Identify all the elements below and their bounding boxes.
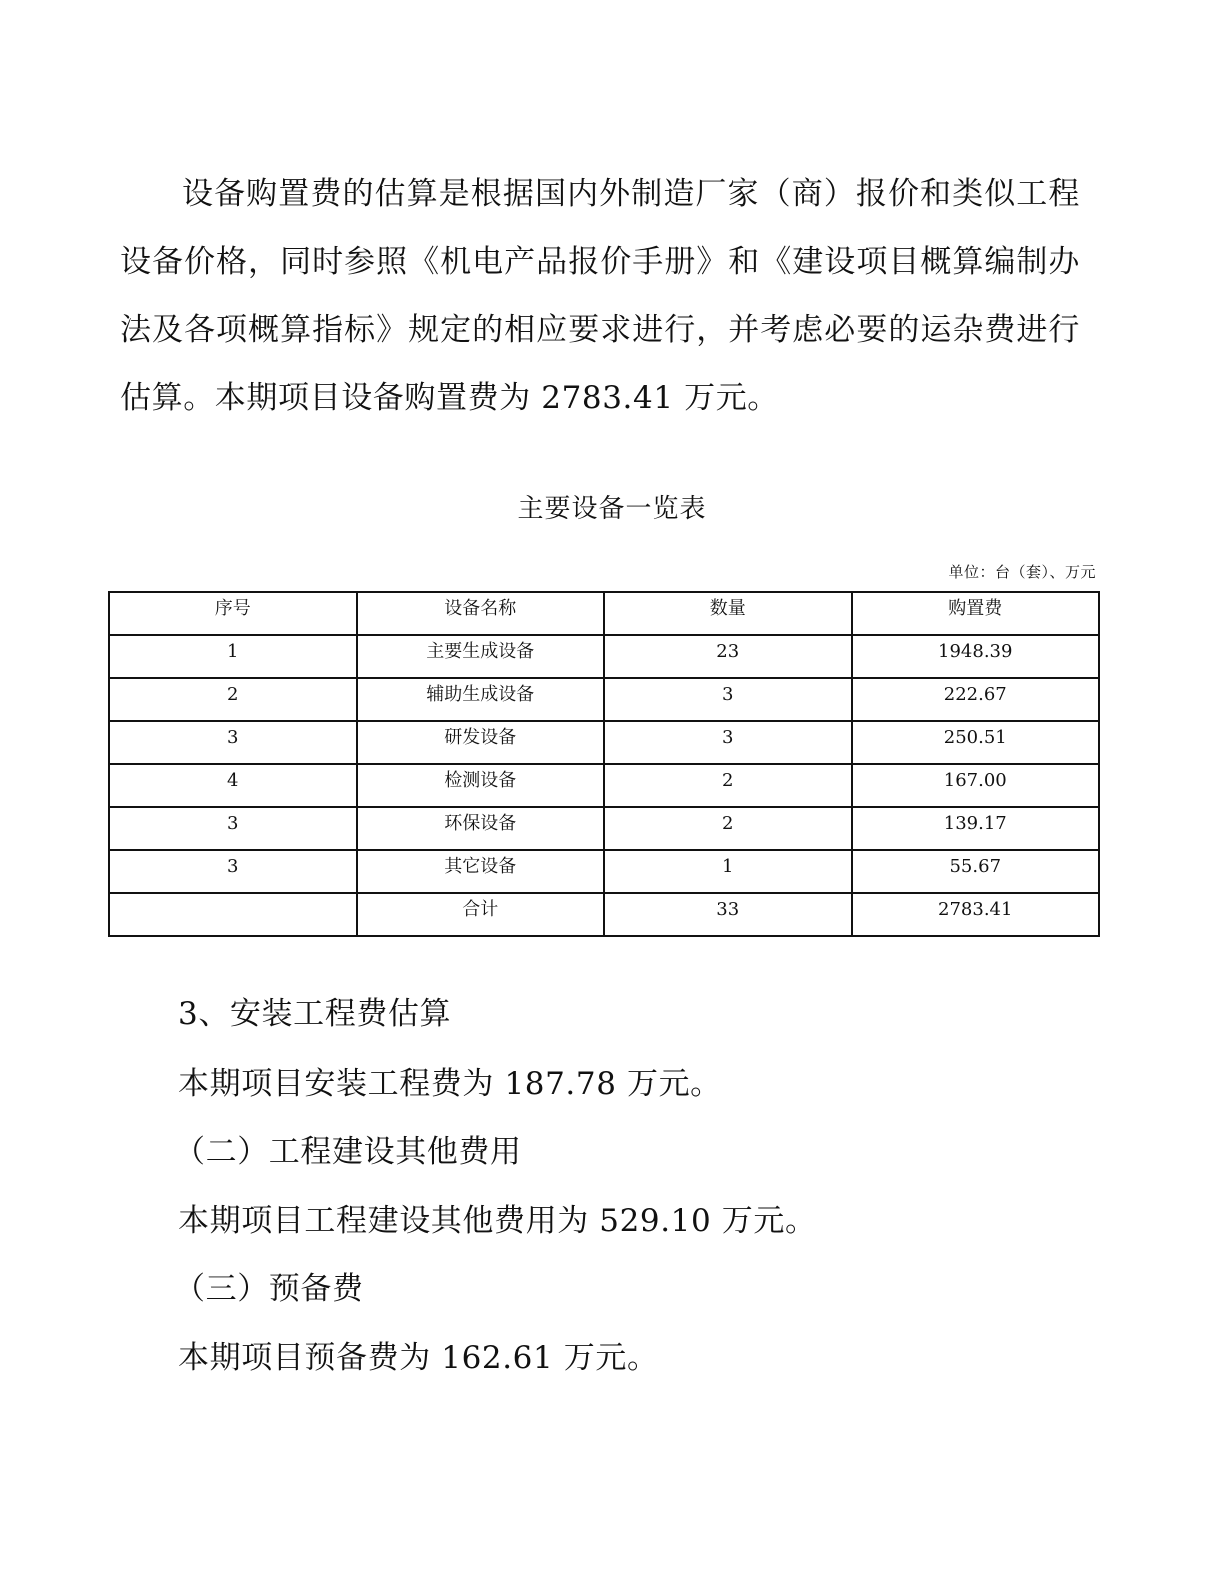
cell-index: 1 [109, 635, 357, 678]
header-purchase-cost: 购置费 [852, 592, 1100, 635]
table-total-row [109, 893, 1099, 936]
header-index: 序号 [109, 592, 357, 635]
cell-equipment-name: 主要生成设备 [357, 635, 605, 678]
unit-note: 单位：台（套）、万元 [948, 563, 1096, 581]
cell-purchase-cost: 222.67 [852, 678, 1100, 721]
cell-purchase-cost: 139.17 [852, 807, 1100, 850]
cell-index: 3 [109, 721, 357, 764]
cell-total-cost: 2783.41 [852, 893, 1100, 936]
cell-index: 4 [109, 764, 357, 807]
cell-equipment-name: 检测设备 [357, 764, 605, 807]
cell-equipment-name: 辅助生成设备 [357, 678, 605, 721]
cell-equipment-name: 环保设备 [357, 807, 605, 850]
cell-quantity: 2 [604, 764, 852, 807]
table-row [109, 850, 1099, 893]
installation-cost-text: 本期项目安装工程费为 187.78 万元。 [178, 1066, 722, 1102]
cell-total-quantity: 33 [604, 893, 852, 936]
cell-index [109, 893, 357, 936]
cell-quantity: 23 [604, 635, 852, 678]
cell-purchase-cost: 167.00 [852, 764, 1100, 807]
equipment-table [108, 591, 1100, 937]
section-heading-installation: 3、安装工程费估算 [178, 996, 452, 1032]
cell-quantity: 2 [604, 807, 852, 850]
table-row [109, 807, 1099, 850]
header-quantity: 数量 [604, 592, 852, 635]
cell-equipment-name: 其它设备 [357, 850, 605, 893]
cell-purchase-cost: 1948.39 [852, 635, 1100, 678]
cell-quantity: 1 [604, 850, 852, 893]
table-row [109, 678, 1099, 721]
cell-index: 3 [109, 850, 357, 893]
cell-index: 2 [109, 678, 357, 721]
intro-paragraph: 设备购置费的估算是根据国内外制造厂家（商）报价和类似工程设备价格，同时参照《机电产品报价手册》和《建设项目概算编制办法及各项概算指标》规定的相应要求进行，并考虑必要的运杂费进行估算。本期项目设备购置费为 2783.41 万元。 [120, 176, 1080, 416]
header-equipment-name: 设备名称 [357, 592, 605, 635]
section-heading-reserve: （三）预备费 [174, 1271, 364, 1307]
table-row [109, 764, 1099, 807]
cell-quantity: 3 [604, 678, 852, 721]
reserve-cost-text: 本期项目预备费为 162.61 万元。 [178, 1340, 659, 1376]
table-row [109, 721, 1099, 764]
cell-index: 3 [109, 807, 357, 850]
other-costs-text: 本期项目工程建设其他费用为 529.10 万元。 [178, 1203, 817, 1239]
cell-equipment-name: 研发设备 [357, 721, 605, 764]
section-heading-other-costs: （二）工程建设其他费用 [174, 1134, 522, 1170]
cell-total-label: 合计 [357, 893, 605, 936]
table-title: 主要设备一览表 [517, 494, 707, 524]
table-row [109, 635, 1099, 678]
cell-purchase-cost: 250.51 [852, 721, 1100, 764]
cell-purchase-cost: 55.67 [852, 850, 1100, 893]
cell-quantity: 3 [604, 721, 852, 764]
table-header-row [109, 592, 1099, 635]
